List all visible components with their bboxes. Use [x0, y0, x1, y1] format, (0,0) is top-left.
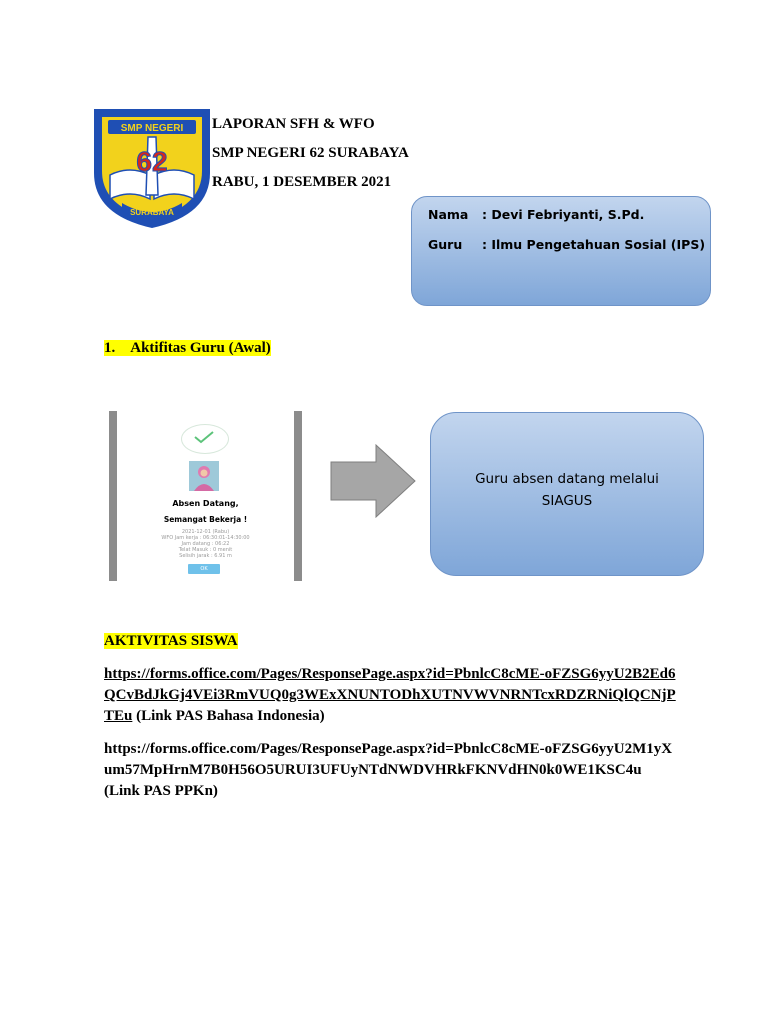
attendance-detail: Jam datang : 06:22	[181, 541, 230, 547]
school-name: SMP NEGERI 62 SURABAYA	[212, 145, 409, 161]
report-date: RABU, 1 DESEMBER 2021	[212, 174, 392, 190]
attendance-detail: WFO Jam kerja : 06:30:01-14:30:00	[161, 535, 250, 541]
name-label: Nama	[428, 207, 469, 222]
section-teacher-activity-heading	[104, 339, 271, 357]
logo-top-text: SMP NEGERI	[120, 123, 184, 134]
link-ppkn	[104, 739, 672, 802]
ok-button: OK	[188, 564, 220, 574]
report-title: LAPORAN SFH & WFO	[212, 116, 375, 132]
attendance-subtitle: Semangat Bekerja !	[163, 515, 248, 524]
attendance-detail: Selisih jarak : 6.91 m	[179, 553, 232, 559]
name-value: : Devi Febriyanti, S.Pd.	[482, 207, 645, 222]
link-note-2: (Link PAS PPKn)	[104, 783, 218, 799]
form-link-2[interactable]: https://forms.office.com/Pages/ResponsePage.aspx?id=PbnlcC8cME-oFZSG6yyU2M1yX	[104, 741, 673, 757]
subject-value: : Ilmu Pengetahuan Sosial (IPS)	[482, 237, 706, 252]
avatar	[189, 461, 219, 491]
link-bahasa-indonesia	[104, 664, 676, 727]
section-number: 1. Aktifitas Guru (Awal)	[104, 340, 271, 356]
attendance-screenshot	[109, 411, 302, 581]
form-link-1-end[interactable]: TEu	[104, 708, 133, 724]
section-student-title: AKTIVITAS SISWA	[104, 633, 238, 649]
attendance-description: Guru absen datang melalui SIAGUS	[475, 471, 659, 509]
subject-label: Guru	[428, 237, 463, 252]
section-student-activity-heading	[104, 632, 238, 650]
attendance-detail: Telat Masuk : 0 menit	[178, 547, 233, 553]
form-link-2-cont[interactable]: um57MpHrnM7B0H56O5URUI3UFUyNTdNWDVHRkFKNVdHN0k0WE1KSC4u	[104, 762, 642, 778]
right-arrow-icon	[330, 444, 416, 518]
checkmark-icon	[193, 430, 215, 444]
link-note-1: (Link PAS Bahasa Indonesia)	[132, 708, 325, 724]
teacher-subject-row	[428, 237, 705, 252]
attendance-detail: 2021-12-01 (Rabu)	[181, 529, 230, 535]
attendance-description-box	[430, 412, 704, 576]
attendance-title: Absen Datang,	[172, 499, 239, 508]
form-link-1-cont[interactable]: QCvBdJkGj4VEi3RmVUQ0g3WExXNUNTODhXUTNVWVNRNTcxRDZRNiQlQCNjP	[104, 687, 676, 703]
teacher-info-box	[411, 196, 711, 306]
school-logo	[90, 103, 214, 231]
section-title: Aktifitas Guru (Awal)	[130, 340, 271, 356]
teacher-name-row	[428, 207, 644, 222]
logo-number: 62	[136, 146, 168, 177]
form-link-1[interactable]: https://forms.office.com/Pages/ResponsePage.aspx?id=PbnlcC8cME-oFZSG6yyU2B2Ed6	[104, 666, 676, 682]
logo-bottom-text: SURABAYA	[130, 208, 174, 217]
